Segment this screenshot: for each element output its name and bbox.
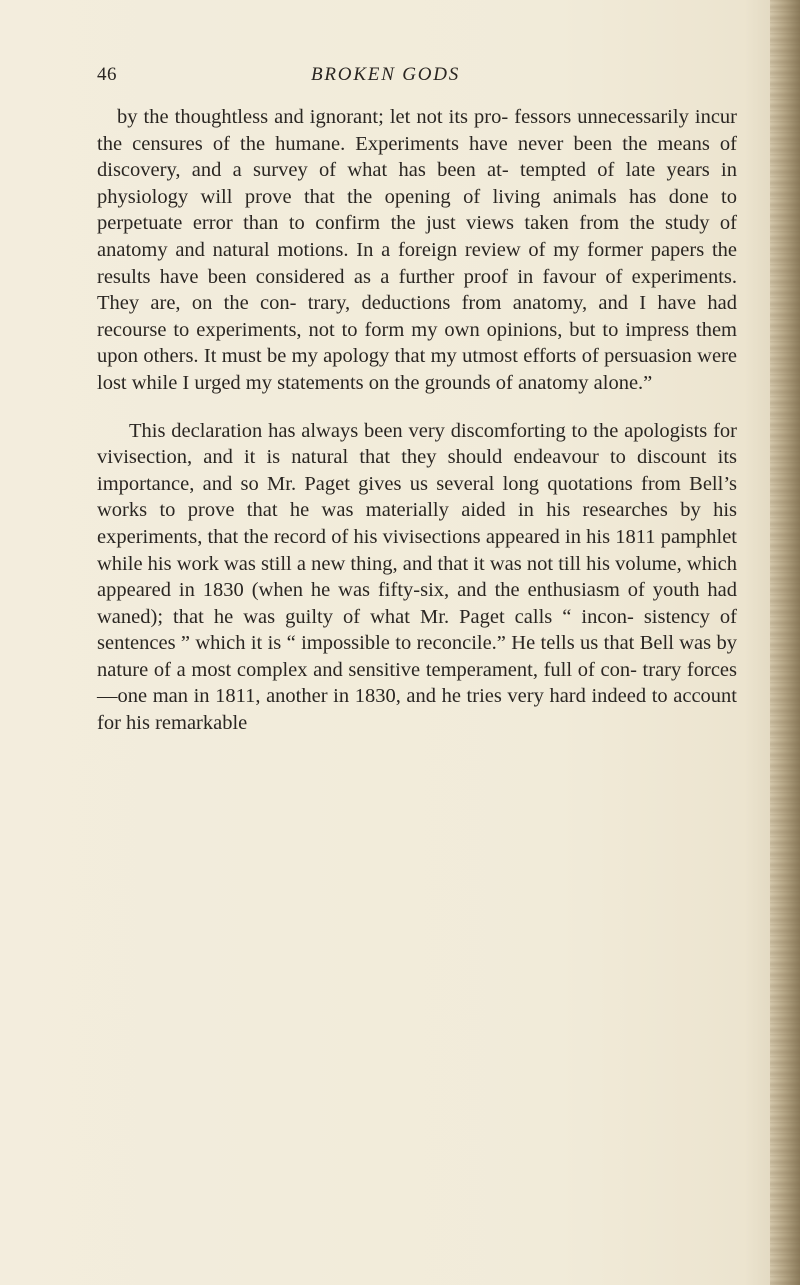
page-edge-shadow bbox=[770, 0, 800, 1285]
paragraph-1: by the thoughtless and ignorant; let not its pro- fessors unnecessarily incur the censures of the humane. Experiments have never been the means of discovery, and a survey of what has been at- tempted of late years in physiology will prove that the opening of living animals has done to perpetuate error than to confirm the just views taken from the study of anatomy and natural motions. In a foreign review of my former papers the results have been considered as a further proof in favour of experiments. They are, on the con- trary, deductions from anatomy, and I have had recourse to experiments, not to form my own opinions, but to impress them upon others. It must be my apology that my utmost efforts of persuasion were lost while I urged my statements on the grounds of anatomy alone.” bbox=[97, 106, 737, 394]
running-title: BROKEN GODS bbox=[311, 64, 461, 85]
page-number: 46 bbox=[97, 64, 117, 85]
paragraph-2: This declaration has always been very discomforting to the apologists for vivisection, and it is natural that they should endeavour to discount its importance, and so Mr. Paget gives us several long quotations from Bell’s works to prove that he was materially aided in his researches by his experiments, that the record of his vivisections appeared in his 1811 pamphlet while his work was still a new thing, and that it was not till his volume, which appeared in 1830 (when he was fifty-six, and the enthusiasm of youth had waned); that he was guilty of what Mr. Paget calls “ incon- sistency of sentences ” which it is “ impossible to reconcile.” He tells us that Bell was by nature of a most complex and sensitive temperament, full of con- trary forces—one man in 1811, another in 1830, and he tries very hard indeed to account for his remarkable bbox=[97, 419, 737, 735]
body-text bbox=[97, 104, 737, 737]
running-header bbox=[97, 64, 737, 88]
